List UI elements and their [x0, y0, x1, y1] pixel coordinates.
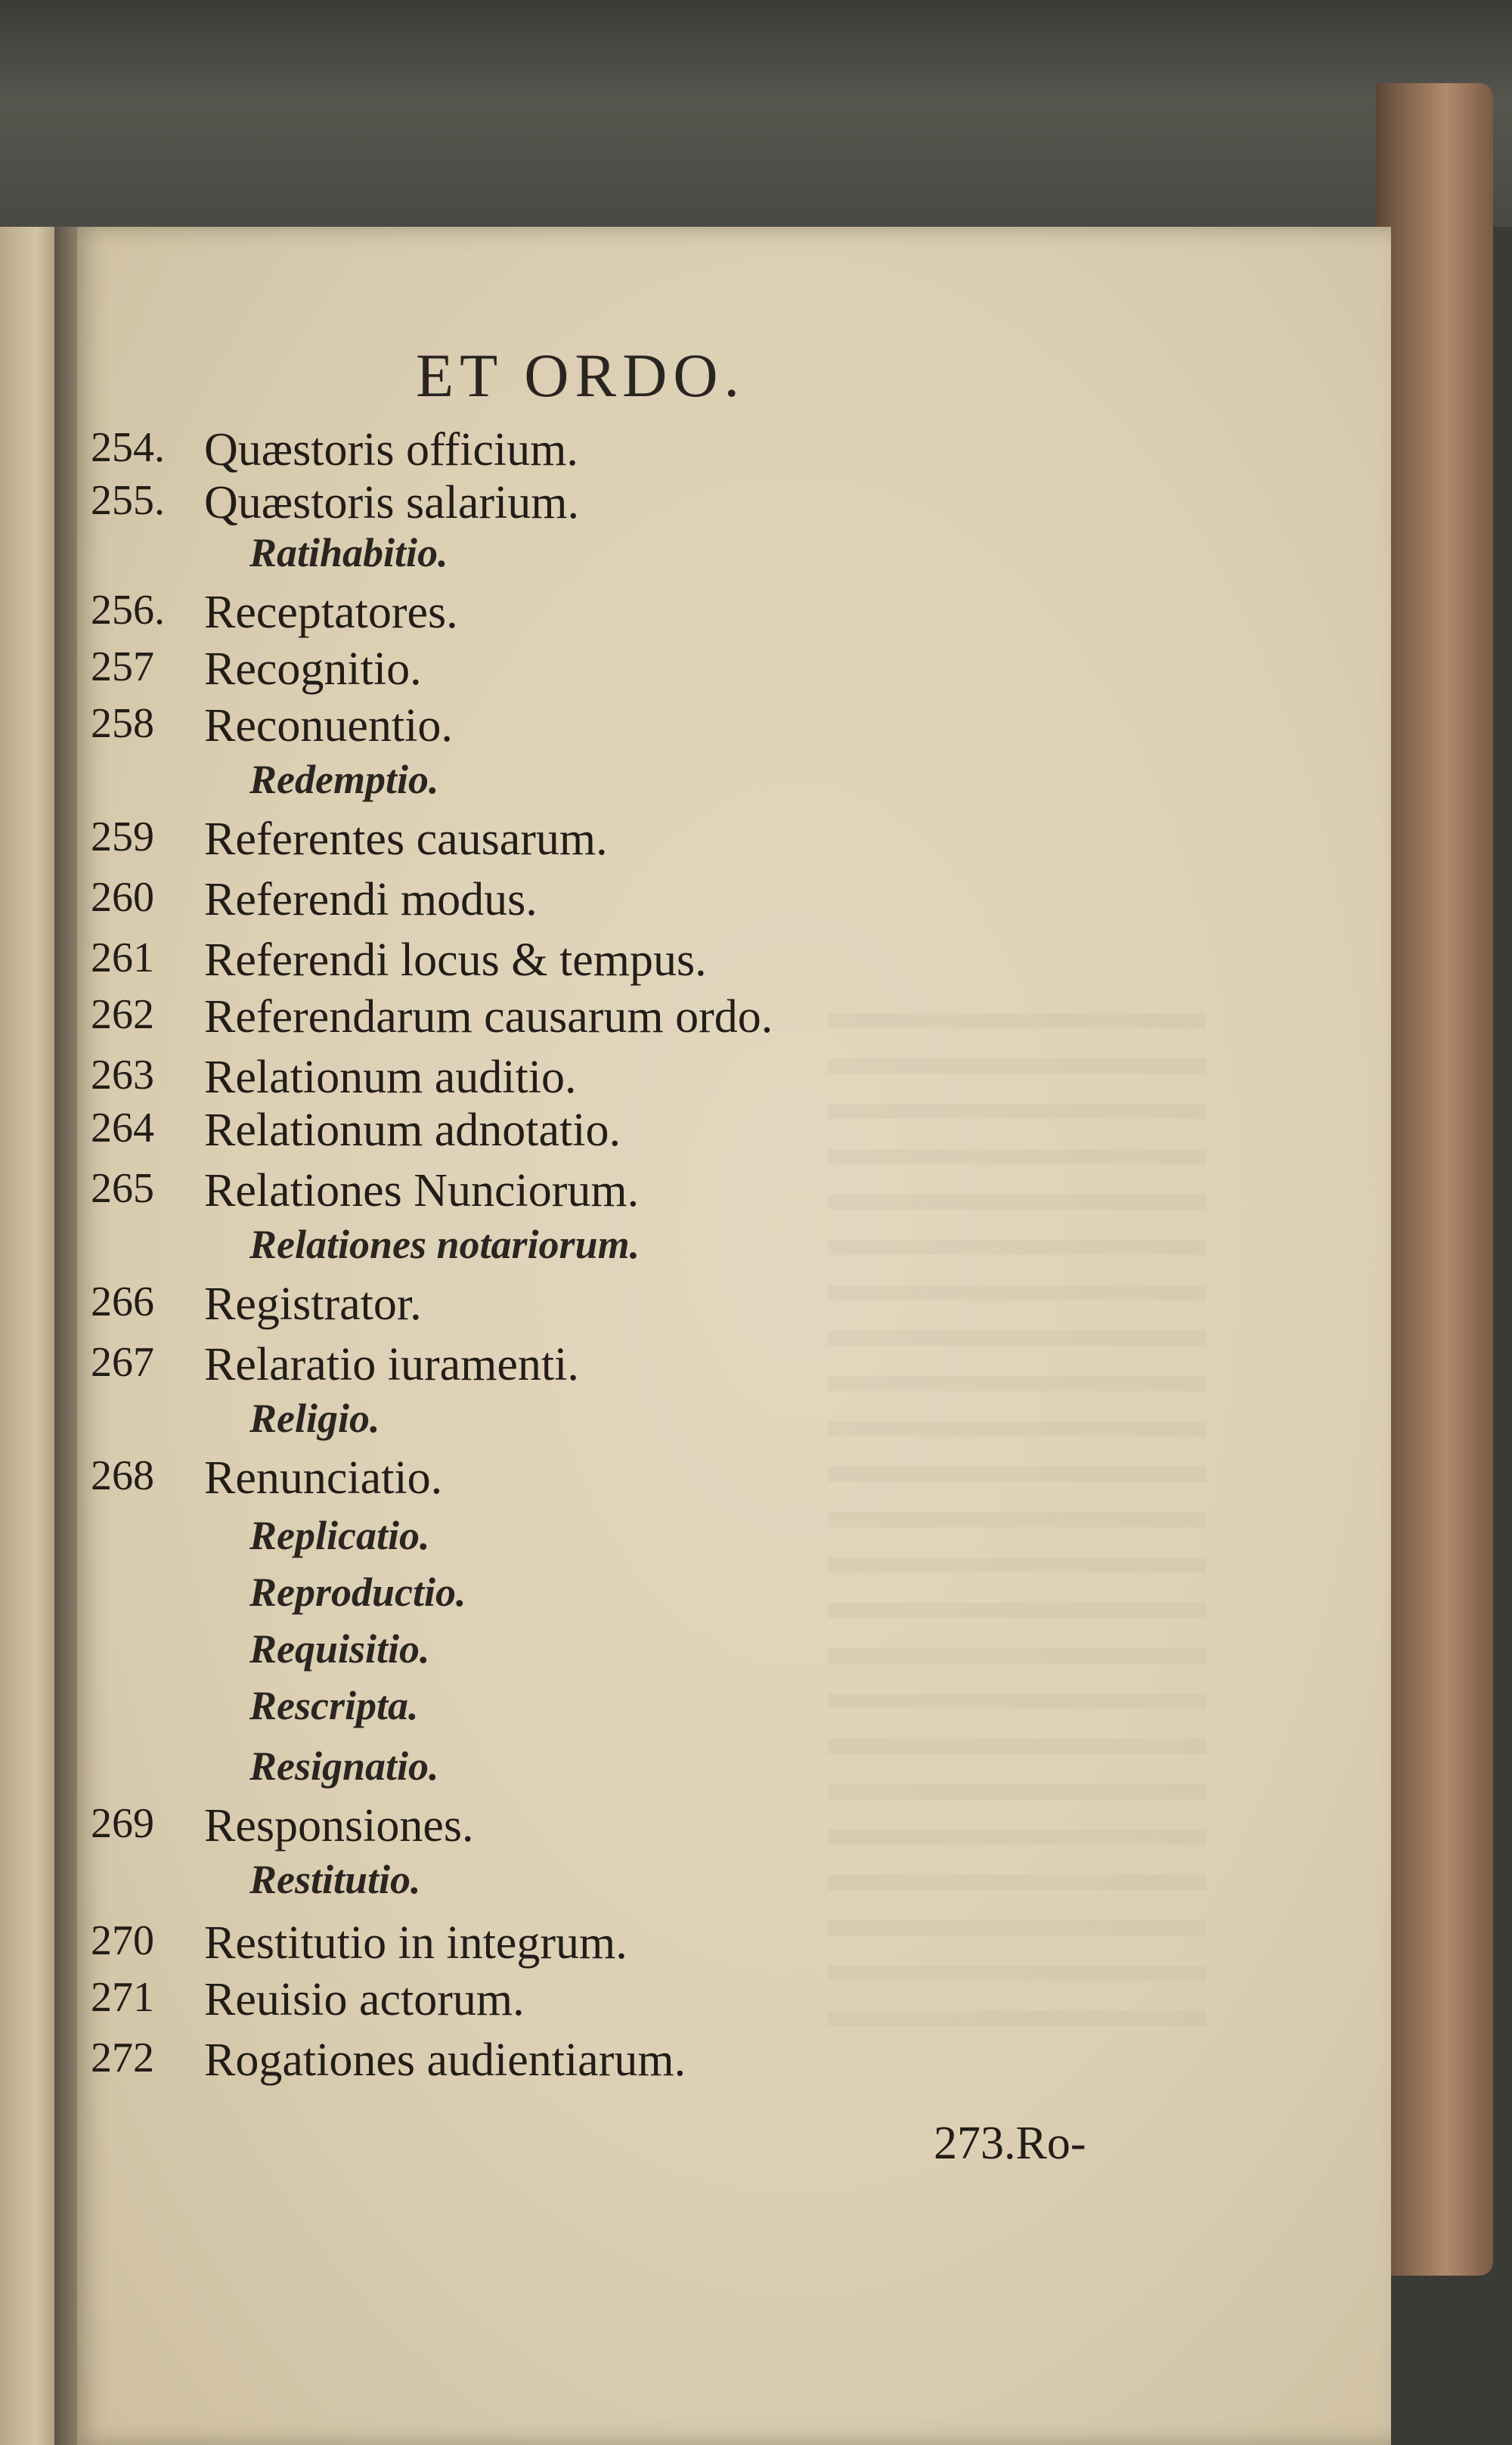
entry-number: 256.: [91, 587, 165, 634]
entry-number: 265: [91, 1165, 154, 1212]
entry-subheading: Reproductio.: [249, 1570, 466, 1615]
entry-text: Referendi locus & tempus.: [204, 934, 707, 986]
entry-number: 259: [91, 813, 154, 860]
entry-number: 268: [91, 1452, 154, 1499]
entry-number: 258: [91, 700, 154, 747]
entry-number: 260: [91, 874, 154, 921]
entry-text: Referentes causarum.: [204, 813, 608, 865]
entry-text: Referendi modus.: [204, 874, 538, 925]
entry-text: Responsiones.: [204, 1800, 474, 1852]
entry-text: Referendarum causarum ordo.: [204, 991, 773, 1043]
entry-number: 264: [91, 1105, 154, 1151]
entry-text: Relationes Nunciorum.: [204, 1165, 640, 1216]
entry-number: 271: [91, 1974, 154, 2021]
book-top-edge: [0, 0, 1512, 227]
facing-page-edge: [0, 227, 60, 2445]
entry-number: 272: [91, 2034, 154, 2081]
entry-number: 267: [91, 1339, 154, 1386]
entry-number: 263: [91, 1052, 154, 1099]
entry-text: Relationum adnotatio.: [204, 1105, 621, 1156]
book-gutter: [54, 227, 77, 2445]
running-header: ET ORDO.: [416, 341, 746, 410]
entry-text: Restitutio in integrum.: [204, 1917, 627, 1969]
entry-subheading: Rescripta.: [249, 1683, 419, 1728]
entry-number: 255.: [91, 477, 165, 524]
entry-text: Recognitio.: [204, 643, 422, 695]
entry-subheading: Redemptio.: [249, 757, 439, 802]
entry-text: Relaratio iuramenti.: [204, 1339, 579, 1390]
bleed-through-text: [828, 983, 1206, 2041]
entry-text: Rogationes audientiarum.: [204, 2034, 686, 2086]
entry-number: 269: [91, 1800, 154, 1847]
catchword: 273.Ro-: [934, 2118, 1086, 2169]
entry-number: 270: [91, 1917, 154, 1964]
entry-number: 261: [91, 934, 154, 981]
entry-subheading: Requisitio.: [249, 1626, 430, 1672]
entry-text: Quæstoris salarium.: [204, 477, 579, 528]
entry-text: Registrator.: [204, 1278, 422, 1330]
entry-text: Receptatores.: [204, 587, 458, 638]
entry-text: Reconuentio.: [204, 700, 453, 751]
entry-text: Relationum auditio.: [204, 1052, 577, 1103]
entry-subheading: Religio.: [249, 1396, 380, 1441]
book-cover-edge: [1376, 83, 1493, 2276]
entry-subheading: Restitutio.: [249, 1857, 421, 1902]
entry-text: Renunciatio.: [204, 1452, 443, 1504]
entry-number: 266: [91, 1278, 154, 1325]
entry-text: Quæstoris officium.: [204, 424, 578, 476]
entry-number: 262: [91, 991, 154, 1038]
entry-text: Reuisio actorum.: [204, 1974, 525, 2025]
entry-subheading: Replicatio.: [249, 1513, 430, 1558]
entry-number: 254.: [91, 424, 165, 471]
entry-subheading: Ratihabitio.: [249, 530, 448, 575]
entry-subheading: Resignatio.: [249, 1743, 439, 1789]
entry-subheading: Relationes notariorum.: [249, 1222, 640, 1267]
entry-number: 257: [91, 643, 154, 690]
